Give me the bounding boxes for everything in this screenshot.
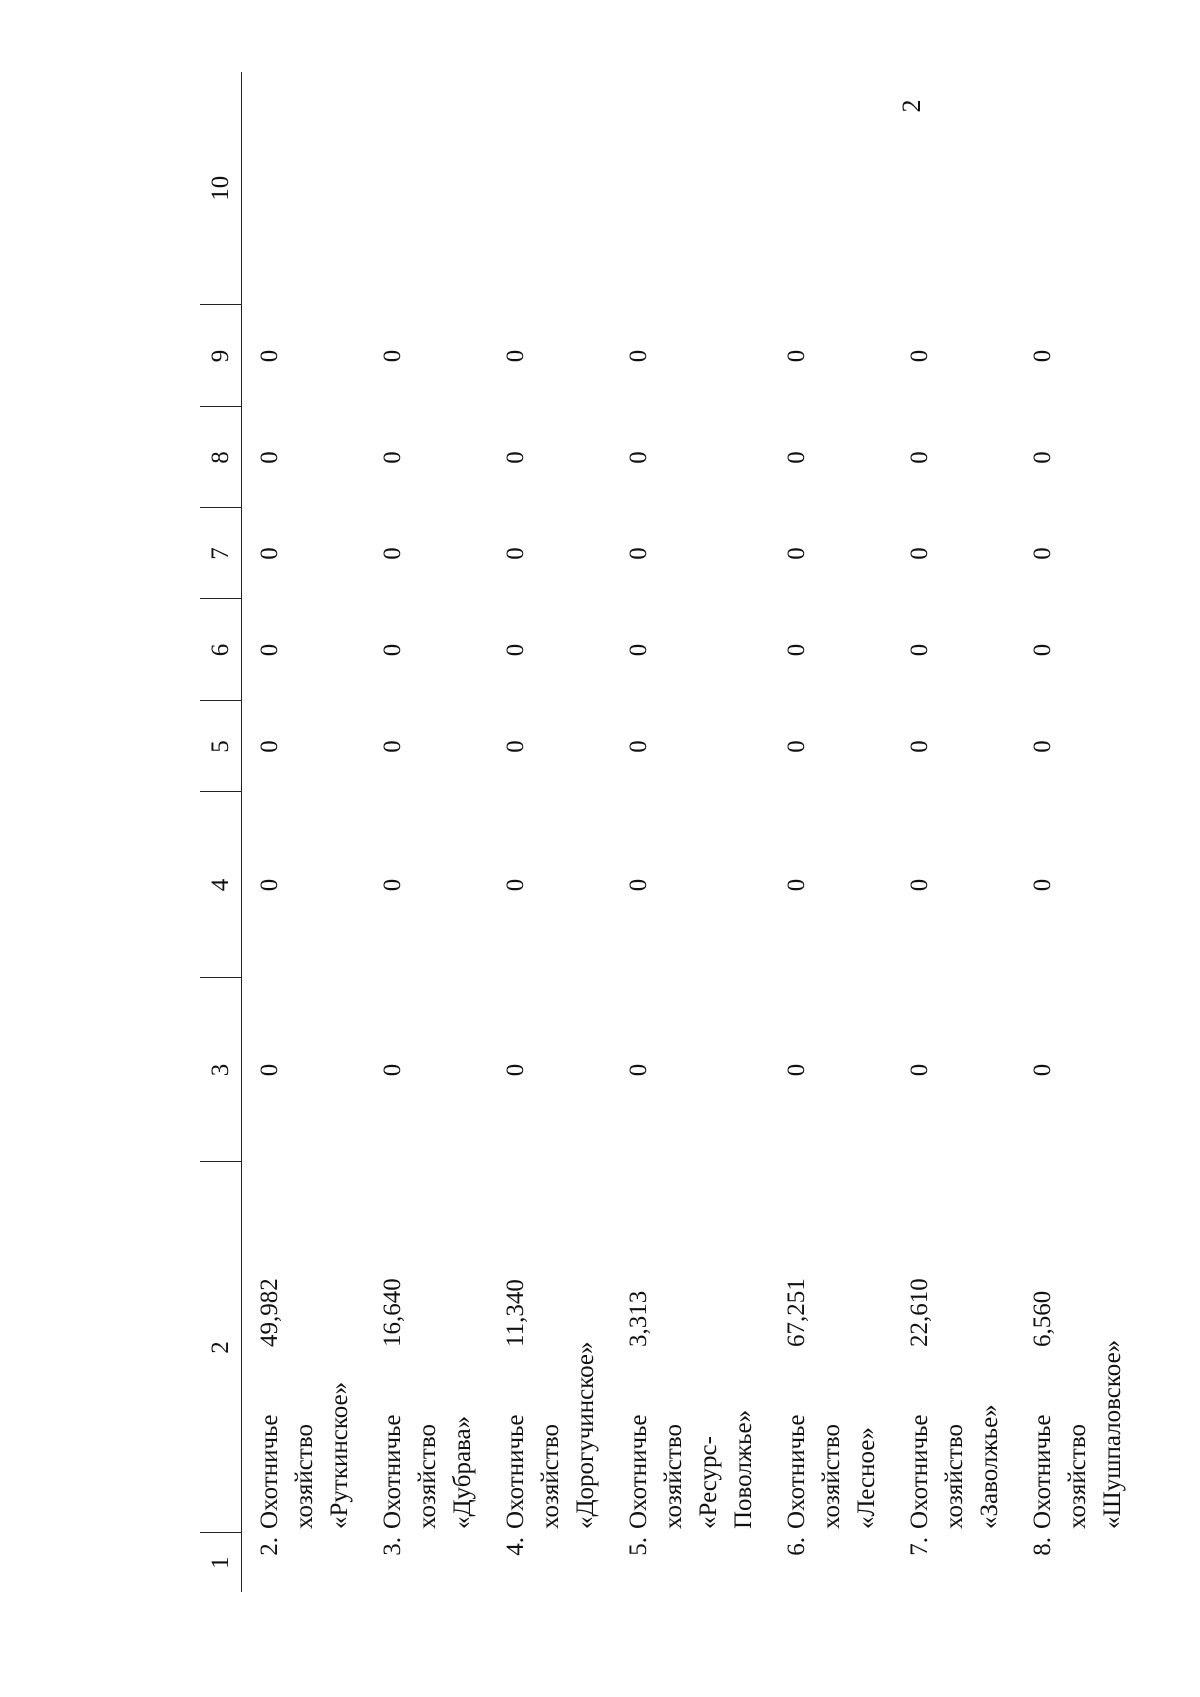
row-name-line: хозяйство	[660, 1424, 687, 1529]
cell-col-8: 0	[502, 547, 529, 560]
row-name-line: Охотничье	[502, 1414, 529, 1529]
cell-col-4: 0	[625, 1063, 652, 1077]
row-name-line: Охотничье	[783, 1414, 810, 1529]
row-number: 6.	[783, 1537, 810, 1556]
row-number: 8.	[1029, 1537, 1056, 1556]
row-number: 4.	[502, 1537, 529, 1556]
row-name	[611, 1357, 769, 1533]
row-name-line: хозяйство	[537, 1424, 564, 1529]
cell-col-5: 0	[1029, 878, 1056, 892]
header-cell-9: 9	[200, 305, 242, 407]
cell-col-10: 0	[906, 349, 933, 363]
header-cell-4: 4	[200, 792, 242, 978]
row-name-line: «Заволжье»	[976, 1404, 1003, 1529]
cell-col-6: 0	[379, 740, 406, 753]
cell-col-7: 0	[783, 643, 810, 657]
cell-col-3: 49,982	[256, 1278, 283, 1347]
row-number: 7.	[906, 1537, 933, 1556]
header-cell-5: 5	[200, 701, 242, 792]
cell-col-7: 0	[906, 643, 933, 657]
table-row	[488, 72, 611, 1592]
cell-col-5: 0	[502, 878, 529, 892]
cell-col-7: 0	[1029, 643, 1056, 657]
cell-col-7: 0	[625, 643, 652, 657]
row-number: 2.	[256, 1537, 283, 1556]
row-name	[769, 1357, 892, 1533]
page-number: 2	[897, 99, 926, 113]
header-cell-6: 6	[200, 599, 242, 701]
cell-col-3: 11,340	[502, 1279, 529, 1347]
table-row	[242, 72, 366, 1592]
cell-col-4: 0	[256, 1063, 283, 1077]
cell-col-6: 0	[502, 740, 529, 753]
header-row	[200, 72, 242, 1592]
cell-col-8: 0	[783, 547, 810, 560]
cell-col-6: 0	[783, 740, 810, 753]
cell-col-4: 0	[379, 1063, 406, 1077]
row-name-line: «Лесное»	[853, 1427, 880, 1529]
row-name-line: хозяйство	[941, 1424, 968, 1529]
cell-col-9: 0	[502, 451, 529, 464]
row-name	[1015, 1339, 1138, 1533]
cell-col-8: 0	[256, 547, 283, 560]
row-name-line: Охотничье	[625, 1414, 652, 1529]
cell-col-10: 0	[1029, 349, 1056, 363]
row-name	[365, 1357, 488, 1533]
row-name	[488, 1341, 611, 1533]
cell-col-6: 0	[256, 740, 283, 753]
cell-col-9: 0	[625, 451, 652, 464]
row-name-line: хозяйство	[291, 1424, 318, 1529]
cell-col-10: 0	[256, 349, 283, 363]
row-name-line: «Руткинское»	[326, 1381, 353, 1529]
cell-col-5: 0	[906, 878, 933, 892]
cell-col-5: 0	[783, 878, 810, 892]
table-row	[365, 72, 488, 1592]
cell-col-3: 22,610	[906, 1278, 933, 1347]
row-name	[242, 1357, 366, 1533]
table-row	[892, 72, 1015, 1592]
cell-col-6: 0	[1029, 740, 1056, 753]
cell-col-5: 0	[625, 878, 652, 892]
row-name-line: Охотничье	[1029, 1414, 1056, 1529]
cell-col-9: 0	[256, 451, 283, 464]
row-name-line: Поволжье»	[730, 1409, 757, 1529]
data-table	[200, 72, 1138, 1592]
cell-col-7: 0	[502, 643, 529, 657]
header-cell-1: 1	[200, 1533, 242, 1592]
cell-col-10: 0	[625, 349, 652, 363]
row-number: 3.	[379, 1537, 406, 1556]
row-number: 5.	[625, 1537, 652, 1556]
rotated-table-container	[200, 72, 1126, 1592]
cell-col-7: 0	[256, 643, 283, 657]
row-name	[892, 1357, 1015, 1533]
cell-col-9: 0	[906, 451, 933, 464]
header-cell-3: 3	[200, 978, 242, 1162]
header-cell-2: 2	[200, 1162, 242, 1533]
cell-col-6: 0	[625, 740, 652, 753]
cell-col-10: 0	[379, 349, 406, 363]
cell-col-4: 0	[906, 1063, 933, 1077]
cell-col-8: 0	[379, 547, 406, 560]
table-row	[769, 72, 892, 1592]
cell-col-10: 0	[502, 349, 529, 363]
cell-col-9: 0	[783, 451, 810, 464]
cell-col-6: 0	[906, 740, 933, 753]
header-cell-10: 10	[200, 72, 242, 305]
row-name-line: «Ресурс-	[695, 1436, 722, 1529]
cell-col-4: 0	[1029, 1063, 1056, 1077]
row-name-line: Охотничье	[256, 1414, 283, 1529]
table-row	[1015, 72, 1138, 1592]
row-name-line: хозяйство	[818, 1424, 845, 1529]
row-name-line: «Дорогучинское»	[572, 1341, 599, 1529]
row-name-line: хозяйство	[1064, 1424, 1091, 1529]
cell-col-9: 0	[1029, 451, 1056, 464]
row-name-line: «Дубрава»	[449, 1415, 476, 1529]
header-cell-8: 8	[200, 407, 242, 508]
cell-col-8: 0	[1029, 547, 1056, 560]
row-name-line: Охотничье	[379, 1414, 406, 1529]
cell-col-4: 0	[502, 1063, 529, 1077]
row-name-line: Охотничье	[906, 1414, 933, 1529]
cell-col-10: 0	[783, 349, 810, 363]
cell-col-5: 0	[256, 878, 283, 892]
cell-col-8: 0	[906, 547, 933, 560]
cell-col-9: 0	[379, 451, 406, 464]
row-name-line: «Шушпаловское»	[1099, 1339, 1126, 1529]
table-row	[611, 72, 769, 1592]
cell-col-4: 0	[783, 1063, 810, 1077]
cell-col-3: 67,251	[783, 1278, 810, 1347]
cell-col-3: 6,560	[1029, 1290, 1056, 1347]
cell-col-3: 16,640	[379, 1278, 406, 1347]
row-name-line: хозяйство	[414, 1424, 441, 1529]
cell-col-3: 3,313	[625, 1290, 652, 1347]
cell-col-5: 0	[379, 878, 406, 892]
cell-col-7: 0	[379, 643, 406, 657]
header-cell-7: 7	[200, 508, 242, 599]
cell-col-8: 0	[625, 547, 652, 560]
